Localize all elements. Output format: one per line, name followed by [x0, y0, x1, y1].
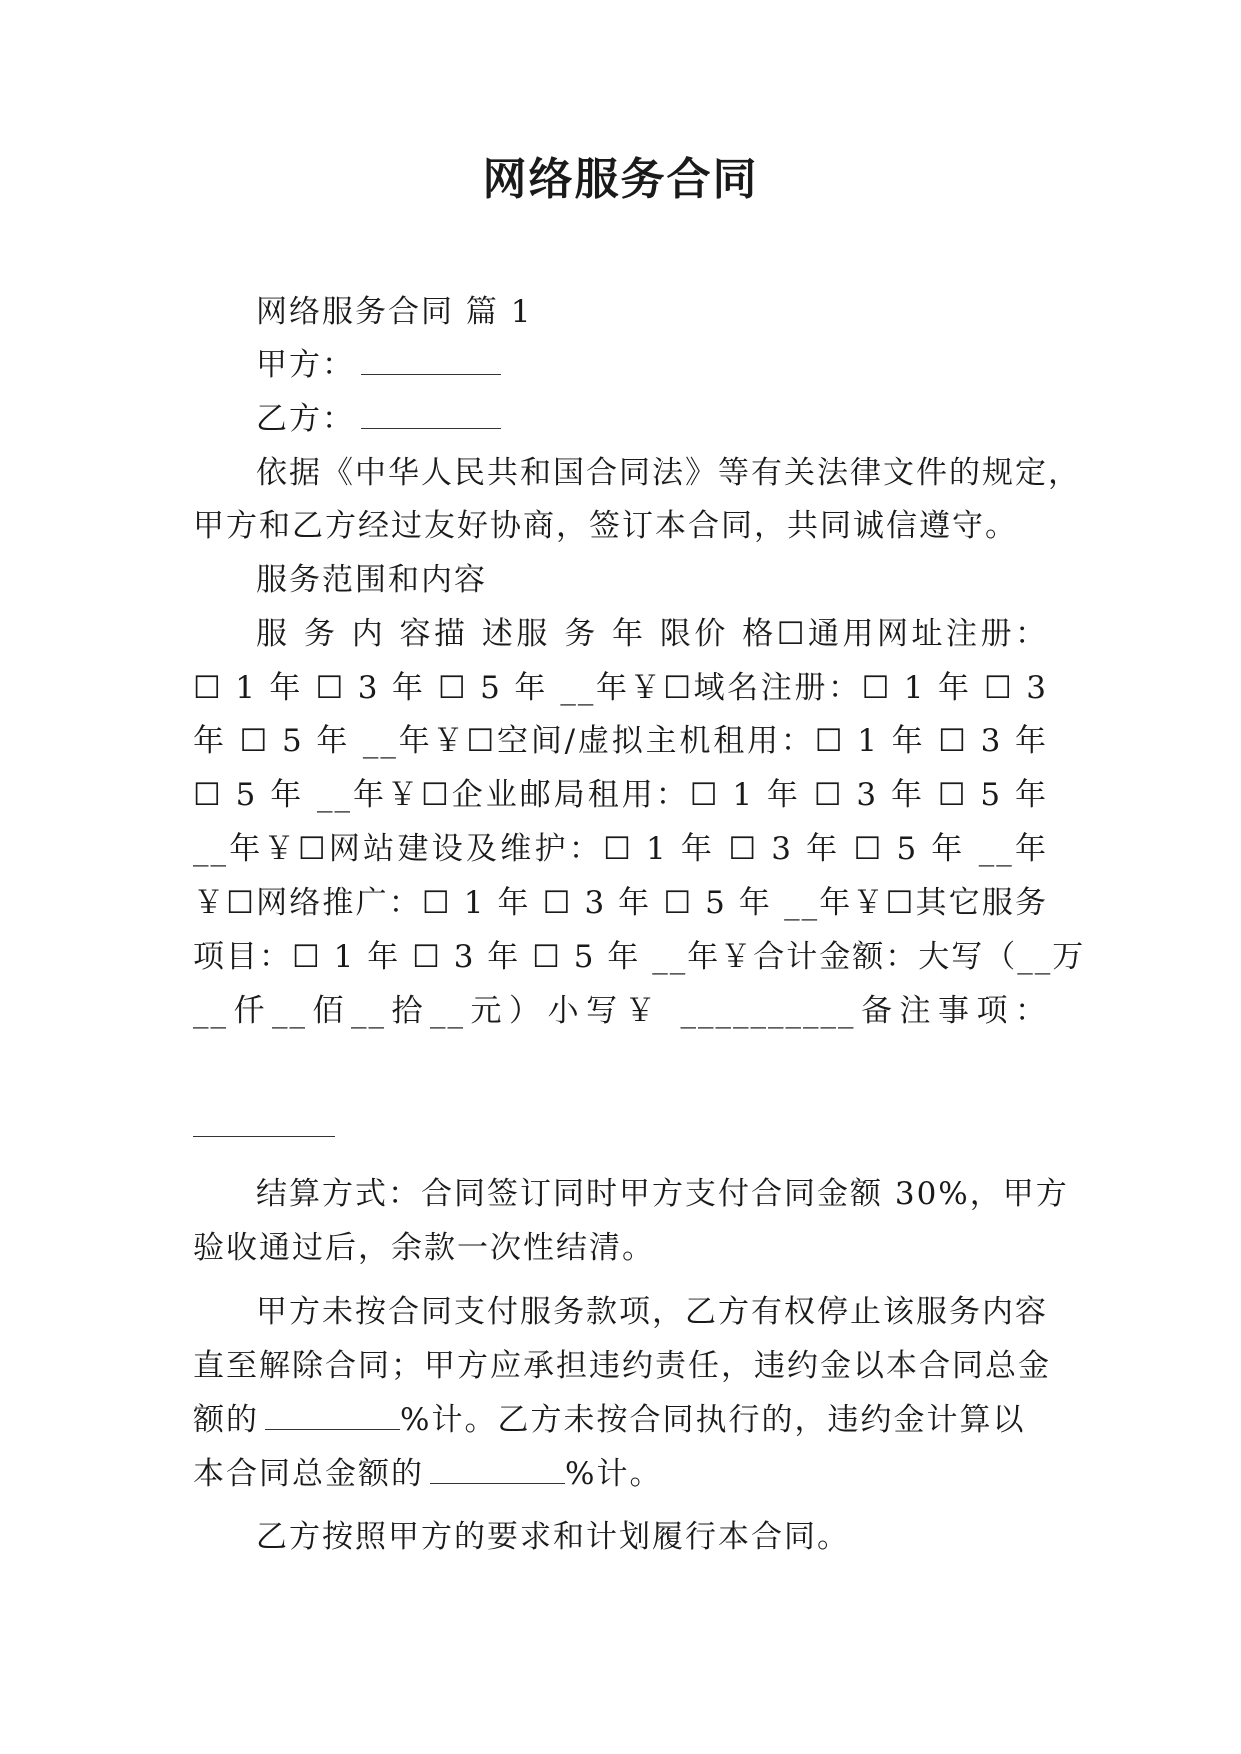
service-line: ￥☐网络推广：☐ 1 年 ☐ 3 年 ☐ 5 年 __年￥☐其它服务 — [193, 885, 1048, 921]
breach-line: 甲方未按合同支付服务款项，乙方有权停止该服务内容 — [256, 1294, 1048, 1330]
breach-line: 直至解除合同；甲方应承担违约责任，违约金以本合同总金 — [193, 1348, 1051, 1384]
service-line: ☐ 5 年 __年￥☐企业邮局租用：☐ 1 年 ☐ 3 年 ☐ 5 年 — [193, 777, 1048, 813]
settlement-line: 验收通过后，余款一次性结清。 — [193, 1230, 655, 1266]
breach-line — [193, 1452, 662, 1496]
penalty-a-blank — [265, 1403, 400, 1430]
party-a-label: 甲方： — [256, 347, 355, 383]
closing-line: 乙方按照甲方的要求和计划履行本合同。 — [256, 1519, 850, 1555]
breach-line — [193, 1398, 1025, 1442]
breach-text: 额的 — [193, 1402, 259, 1438]
breach-text: 本合同总金额的 — [193, 1456, 424, 1492]
intro-line: 依据《中华人民共和国合同法》等有关法律文件的规定， — [256, 455, 1081, 491]
breach-text: %计。 — [565, 1456, 663, 1492]
breach-text: %计。乙方未按合同执行的，违约金计算以 — [400, 1402, 1026, 1438]
service-line: 项目：☐ 1 年 ☐ 3 年 ☐ 5 年 __年￥合计金额：大写（__万 — [193, 939, 1086, 975]
party-b-line — [256, 397, 501, 441]
penalty-b-blank — [430, 1457, 565, 1484]
scope-title: 服务范围和内容 — [256, 562, 487, 598]
remarks-blank — [193, 1136, 335, 1137]
party-a-line — [256, 343, 501, 387]
service-line: __年￥☐网站建设及维护：☐ 1 年 ☐ 3 年 ☐ 5 年 __年 — [193, 831, 1048, 867]
service-line: 服 务 内 容描 述服 务 年 限价 格☐通用网址注册： — [256, 616, 1048, 652]
party-b-label: 乙方： — [256, 401, 355, 437]
party-b-blank — [361, 402, 501, 429]
service-line: __仟__佰__拾__元）小写￥ __________备注事项： — [193, 993, 1048, 1029]
settlement-line: 结算方式：合同签订同时甲方支付合同金额 30%，甲方 — [256, 1176, 1069, 1212]
service-line: ☐ 1 年 ☐ 3 年 ☐ 5 年 __年￥☐域名注册：☐ 1 年 ☐ 3 — [193, 670, 1048, 706]
service-line: 年 ☐ 5 年 __年￥☐空间/虚拟主机租用：☐ 1 年 ☐ 3 年 — [193, 723, 1048, 759]
document-title: 网络服务合同 — [482, 154, 759, 205]
section-heading: 网络服务合同 篇 1 — [256, 294, 533, 330]
party-a-blank — [361, 348, 501, 375]
intro-line: 甲方和乙方经过友好协商，签订本合同，共同诚信遵守。 — [193, 508, 1018, 544]
